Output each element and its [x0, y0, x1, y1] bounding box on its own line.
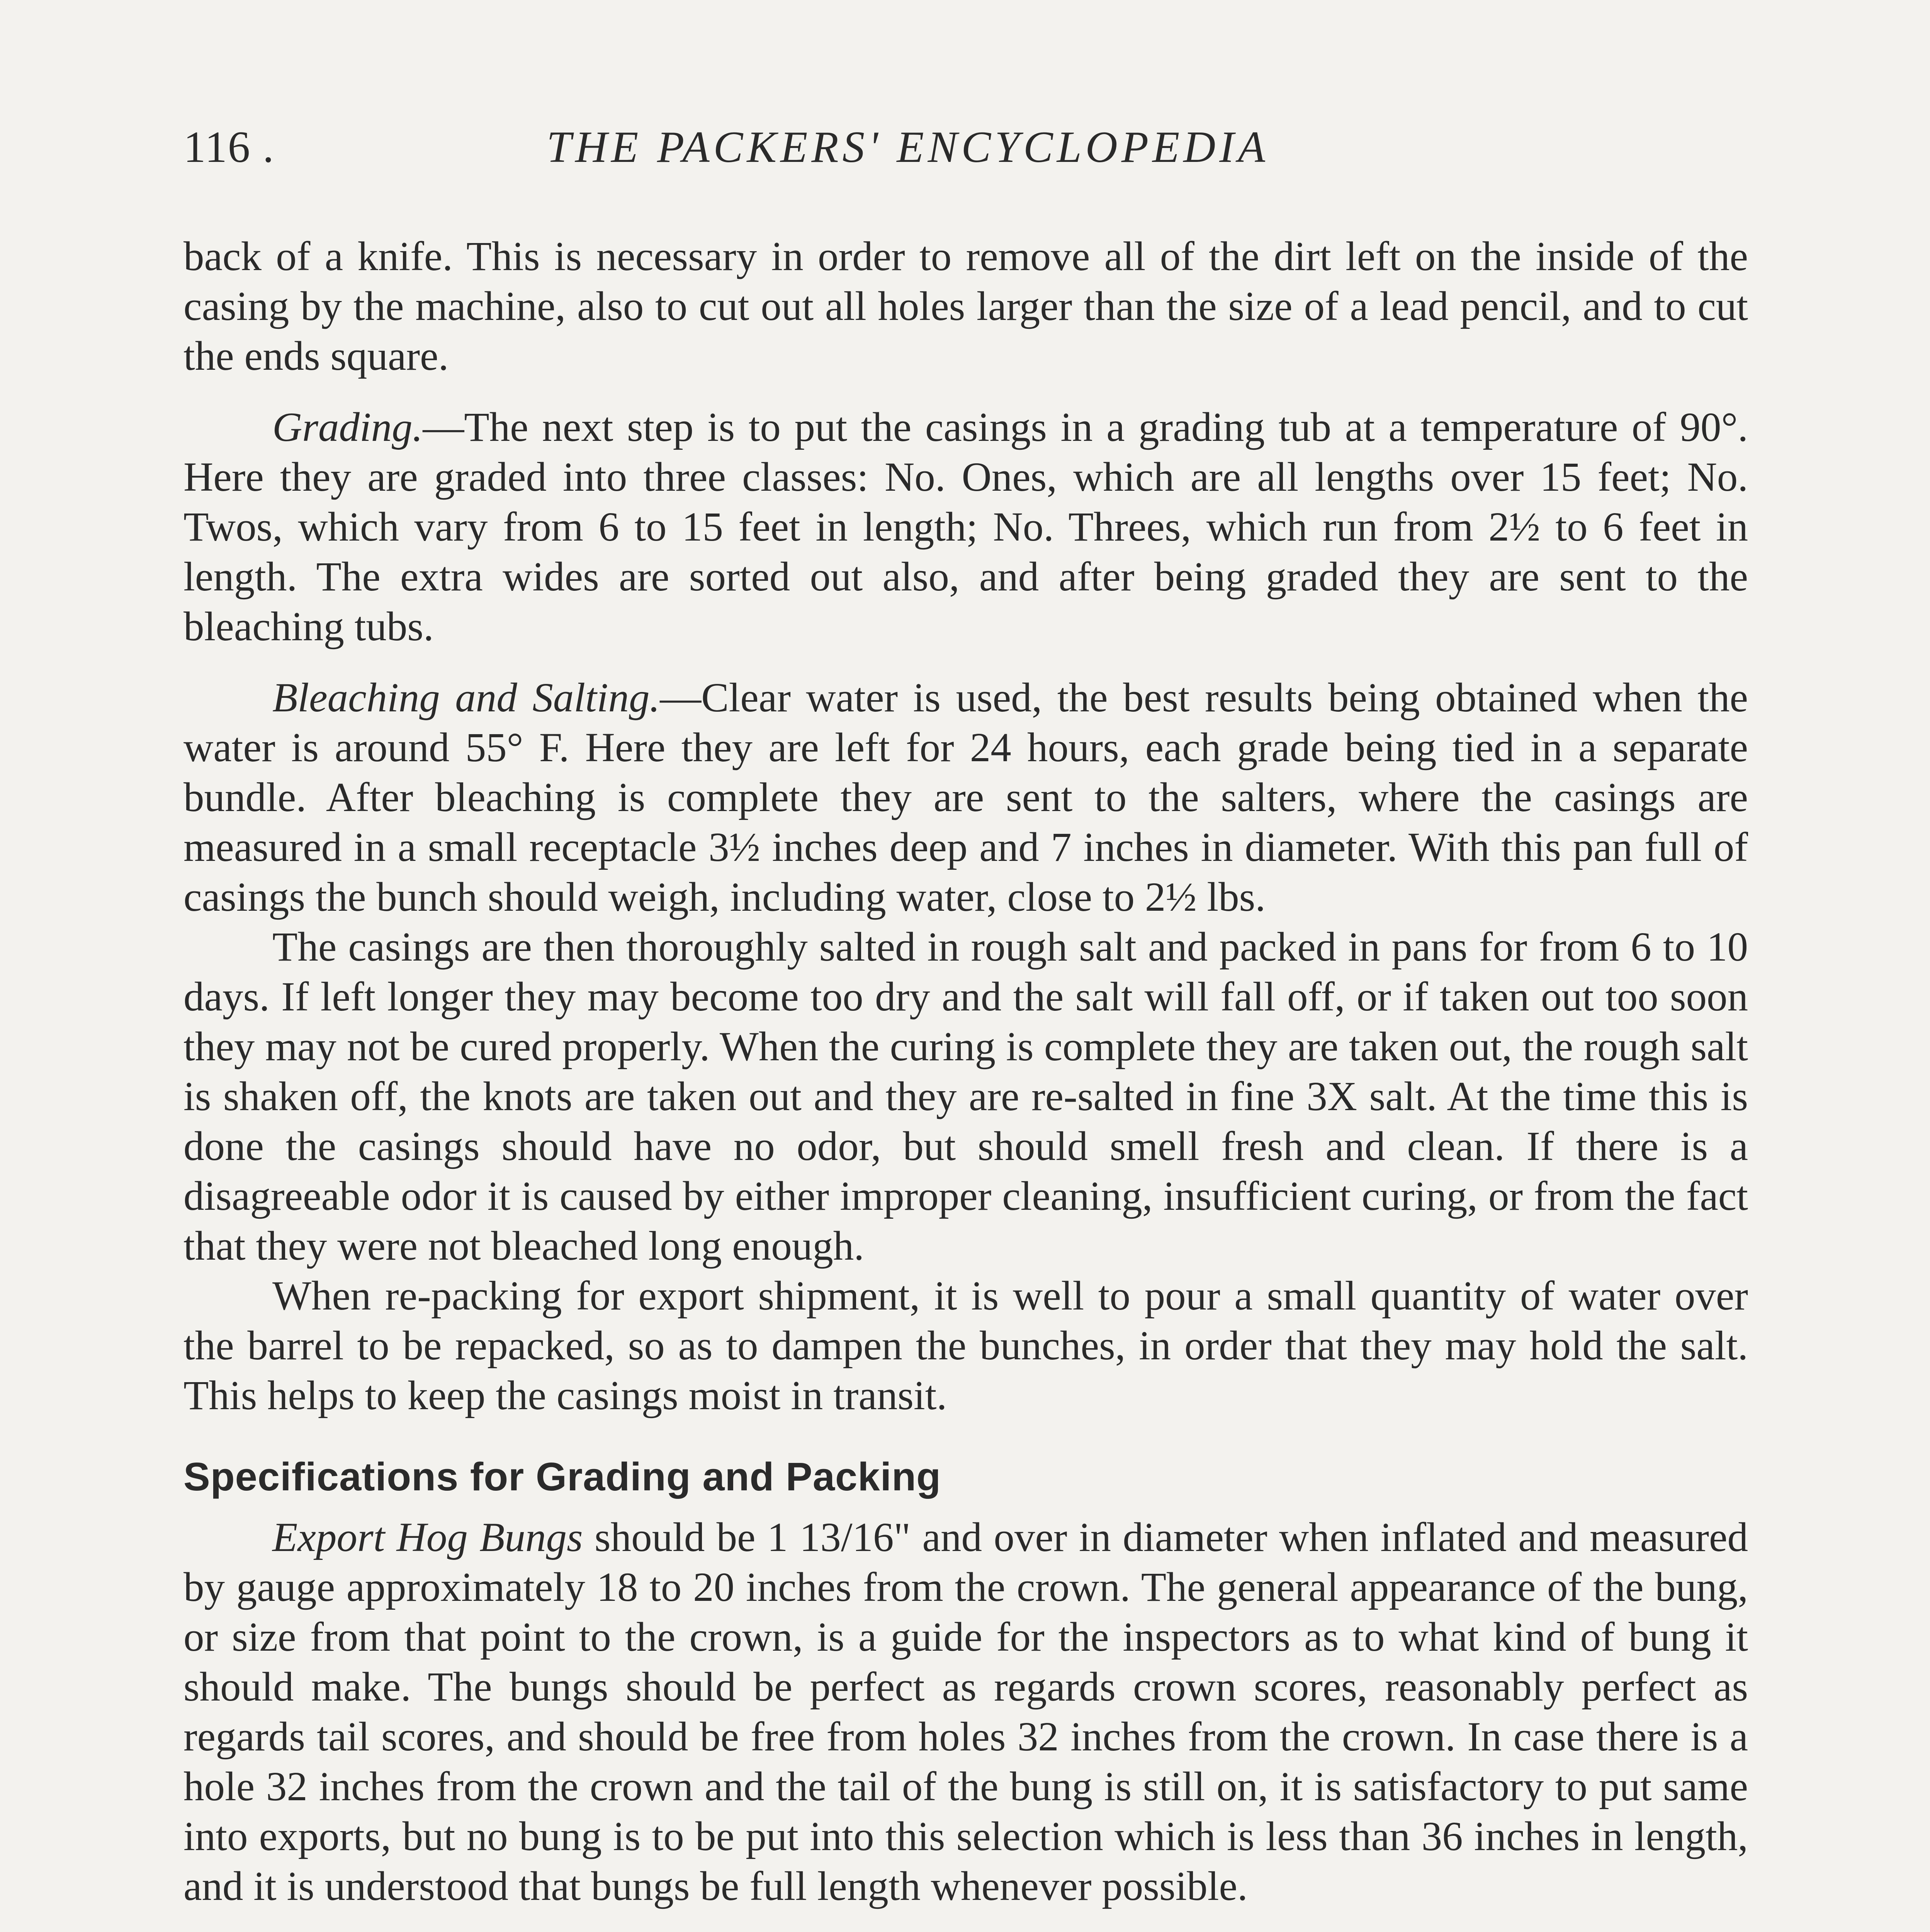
paragraph-text: —Clear water is used, the best results being obtained when the water is around 55° F. Here they are left for 24 hours, each grade being tied in a separate bundle. After bleaching is complete they are sent to the salters, where the casings are measured in a small receptacle 3½ inches deep and 7 inches in diameter. With this pan full of casings the bunch should weigh, including water, close to 2½ lbs.	[183, 675, 1748, 920]
running-head	[183, 122, 1748, 176]
paragraph-grading	[183, 403, 1748, 652]
paragraph-text: should be 1 13/16" and over in diameter when inflated and measured by gauge approximately 18 to 20 inches from the crown. The general appearance of the bung, or size from that point to the crown, is a guide for the inspectors as to what kind of bung it should make. The bungs should be perfect as regards crown scores, reasonably perfect as regards tail scores, and should be free from holes 32 inches from the crown. In case there is a hole 32 inches from the crown and the tail of the bung is still on, it is satisfactory to put same into exports, but no bung is to be put into this selection which is less than 36 inches in length, and it is understood that bungs be full length whenever possible.	[183, 1515, 1748, 1909]
book-title: THE PACKERS' ENCYCLOPEDIA	[547, 122, 1269, 172]
run-in-heading-export: Export Hog Bungs	[272, 1515, 583, 1560]
paragraph-text: The casings are then thoroughly salted in rough salt and packed in pans for from 6 to 10 days. If left longer they may become too dry and the salt will fall off, or if taken out too soon they may not be cured properly. When the curing is complete they are taken out, the rough salt is shaken off, the knots are taken out and they are re-salted in fine 3X salt. At the time this is done the casings should have no odor, but should smell fresh and clean. If there is a disagreeable odor it is caused by either improper cleaning, insufficient curing, or from the fact that they were not bleached long enough.	[183, 924, 1748, 1269]
section-heading: Specifications for Grading and Packing	[183, 1454, 941, 1499]
paragraph-export-hog-bungs	[183, 1513, 1748, 1912]
paragraph-text: —The next step is to put the casings in a grading tub at a temperature of 90°. Here they are graded into three classes: No. Ones, which are all lengths over 15 feet; No. Twos, which vary from 6 to 15 feet in length; No. Threes, which run from 2½ to 6 feet in length. The extra wides are sorted out also, and after being graded they are sent to the bleaching tubs.	[183, 405, 1748, 650]
body-text	[183, 232, 1748, 1932]
paragraph-knife	[183, 232, 1748, 381]
paragraph-text: back of a knife. This is necessary in order to remove all of the dirt left on the inside of the casing by the machine, also to cut out all holes larger than the size of a lead pencil, and to cut the ends square.	[183, 234, 1748, 379]
run-in-heading-grading: Grading.	[272, 405, 423, 450]
paragraph-bleaching	[183, 673, 1748, 922]
run-in-heading-bleaching: Bleaching and Salting.	[272, 675, 660, 721]
paragraph-text: When re-packing for export shipment, it is well to pour a small quantity of water over the barrel to be repacked, so as to dampen the bunches, in order that they may hold the salt. This helps to keep the casings moist in transit.	[183, 1273, 1748, 1418]
paragraph-salting	[183, 922, 1748, 1271]
page-number: 116 .	[183, 122, 275, 173]
paragraph-repacking	[183, 1271, 1748, 1421]
